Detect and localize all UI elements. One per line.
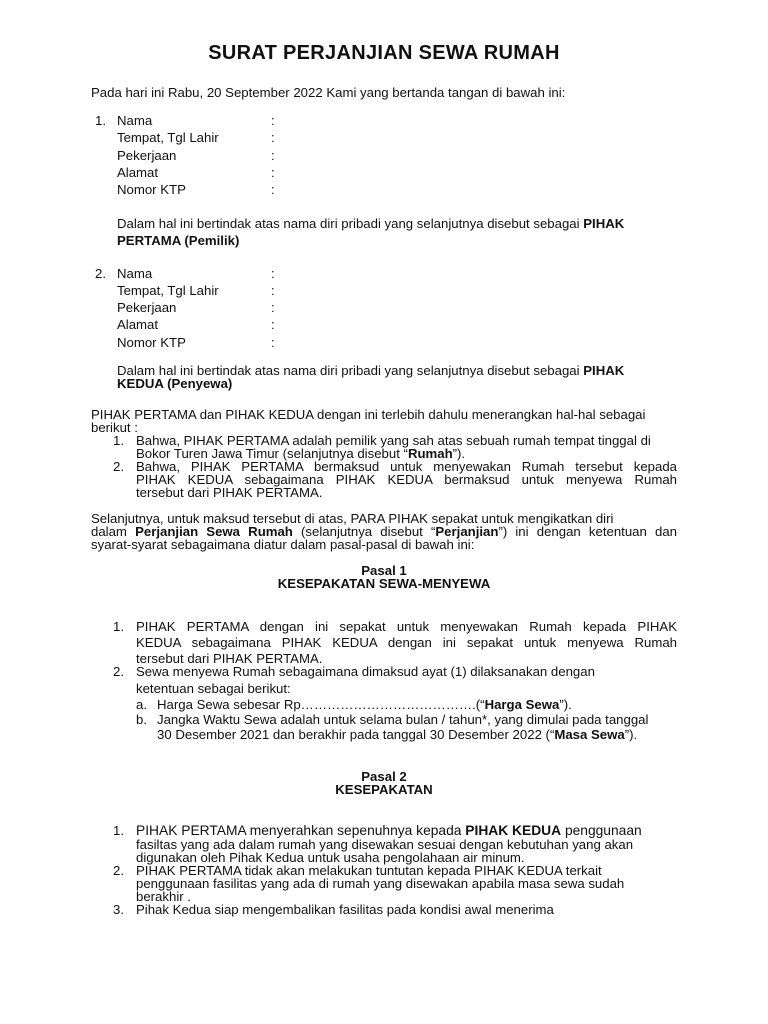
document-title: SURAT PERJANJIAN SEWA RUMAH [208, 42, 560, 64]
intro-text: Pada hari ini Rabu, 20 September 2022 Kami yang bertanda tangan di bawah ini: [91, 85, 566, 100]
colon: : [271, 130, 275, 145]
party-1-field-job: Pekerjaan [117, 148, 177, 163]
pasal-2-item-text: digunakan oleh Pihak Kedua untuk usaha pengolahaan air minum. [136, 850, 525, 865]
party-2-field-name: Nama [117, 266, 153, 281]
colon: : [271, 182, 275, 197]
pasal-2-item-text: penggunaan fasilitas yang ada di rumah yang disewakan apabila masa sewa sudah [136, 876, 625, 891]
pasal-1-item-number: 2. [113, 664, 124, 679]
colon: : [271, 113, 275, 128]
pasal-1-item-text: tersebut dari PIHAK PERTAMA. [136, 651, 323, 666]
pasal-1-item-number: 1. [113, 619, 124, 634]
pasal-1-subitem-letter: b. [136, 712, 147, 727]
pasal-2-item-text: fasiltas yang ada dalam rumah yang disewakan sesuai dengan kebutuhan yang akan [136, 837, 634, 852]
agreement-intro-line: dalam Perjanjian Sewa Rumah (selanjutnya disebut “Perjanjian”) ini dengan ketentuan dan [91, 524, 677, 539]
recital-item-text: Bokor Turen Jawa Timur (selanjutnya disebut “Rumah”). [136, 446, 466, 461]
colon: : [271, 148, 275, 163]
recital-item-text: PIHAK KEDUA sebagaimana PIHAK KEDUA bermaksud untuk menyewa Rumah [136, 472, 677, 487]
pasal-1-subitem-letter: a. [136, 697, 147, 712]
pasal-2-item-text: PIHAK PERTAMA menyerahkan sepenuhnya kepada PIHAK KEDUA penggunaan [136, 823, 642, 838]
colon: : [271, 165, 275, 180]
recital-item-number: 2. [113, 459, 124, 474]
party-1-field-ktp: Nomor KTP [117, 182, 186, 197]
agreement-intro-line: Selanjutnya, untuk maksud tersebut di atas, PARA PIHAK sepakat untuk mengikatkan diri [91, 511, 614, 526]
colon: : [271, 335, 275, 350]
recital-item-text: Bahwa, PIHAK PERTAMA bermaksud untuk menyewakan Rumah tersebut kepada [136, 459, 677, 474]
party-2-role: KEDUA (Penyewa) [117, 376, 233, 391]
pasal-1-item-text: KEDUA sebagaimana PIHAK KEDUA dengan ini sepakat untuk menyewa Rumah [136, 635, 677, 650]
party-1-number: 1. [95, 113, 106, 128]
pasal-1-heading: KESEPAKATAN SEWA-MENYEWA [277, 576, 491, 591]
pasal-2-item-number: 3. [113, 902, 124, 917]
recital-item-text: Bahwa, PIHAK PERTAMA adalah pemilik yang sah atas sebuah rumah tempat tinggal di [136, 433, 651, 448]
party-1-field-birth: Tempat, Tgl Lahir [117, 130, 219, 145]
pasal-2-item-number: 1. [113, 823, 124, 838]
party-2-field-ktp: Nomor KTP [117, 335, 186, 350]
agreement-intro-line: syarat-syarat sebagaimana diatur dalam pasal-pasal di bawah ini: [91, 537, 475, 552]
party-2-field-address: Alamat [117, 317, 159, 332]
recital-item-text: tersebut dari PIHAK PERTAMA. [136, 485, 323, 500]
pasal-2-heading: KESEPAKATAN [335, 782, 433, 797]
colon: : [271, 283, 275, 298]
pasal-1-subitem-text: Harga Sewa sebesar Rp………………………………….(“Harga Sewa”). [157, 697, 572, 712]
pasal-2-item-text: berakhir . [136, 889, 191, 904]
party-1-description: Dalam hal ini bertindak atas nama diri pribadi yang selanjutnya disebut sebagai PIHAK [117, 216, 625, 231]
pasal-1-label: Pasal 1 [361, 563, 407, 578]
pasal-1-item-text: ketentuan sebagai berikut: [136, 681, 291, 696]
colon: : [271, 300, 275, 315]
party-1-field-address: Alamat [117, 165, 159, 180]
recital-line: berikut : [91, 420, 138, 435]
pasal-2-item-number: 2. [113, 863, 124, 878]
pasal-1-item-text: Sewa menyewa Rumah sebagaimana dimaksud ayat (1) dilaksanakan dengan [136, 664, 595, 679]
party-2-field-birth: Tempat, Tgl Lahir [117, 283, 219, 298]
pasal-2-label: Pasal 2 [361, 769, 407, 784]
party-2-field-job: Pekerjaan [117, 300, 177, 315]
party-2-description: Dalam hal ini bertindak atas nama diri pribadi yang selanjutnya disebut sebagai PIHAK [117, 363, 625, 378]
recital-item-number: 1. [113, 433, 124, 448]
pasal-2-item-text: PIHAK PERTAMA tidak akan melakukan tuntutan kepada PIHAK KEDUA terkait [136, 863, 602, 878]
colon: : [271, 317, 275, 332]
pasal-1-item-text: PIHAK PERTAMA dengan ini sepakat untuk menyewakan Rumah kepada PIHAK [136, 619, 677, 634]
pasal-1-subitem-text: 30 Desember 2021 dan berakhir pada tanggal 30 Desember 2022 (“Masa Sewa”). [157, 727, 638, 742]
party-2-number: 2. [95, 266, 106, 281]
party-1-field-name: Nama [117, 113, 153, 128]
pasal-1-subitem-text: Jangka Waktu Sewa adalah untuk selama bulan / tahun*, yang dimulai pada tanggal [157, 712, 649, 727]
recital-line: PIHAK PERTAMA dan PIHAK KEDUA dengan ini terlebih dahulu menerangkan hal-hal sebagai [91, 407, 646, 422]
pasal-2-item-text: Pihak Kedua siap mengembalikan fasilitas pada kondisi awal menerima [136, 902, 554, 917]
party-1-role: PERTAMA (Pemilik) [117, 233, 240, 248]
colon: : [271, 266, 275, 281]
